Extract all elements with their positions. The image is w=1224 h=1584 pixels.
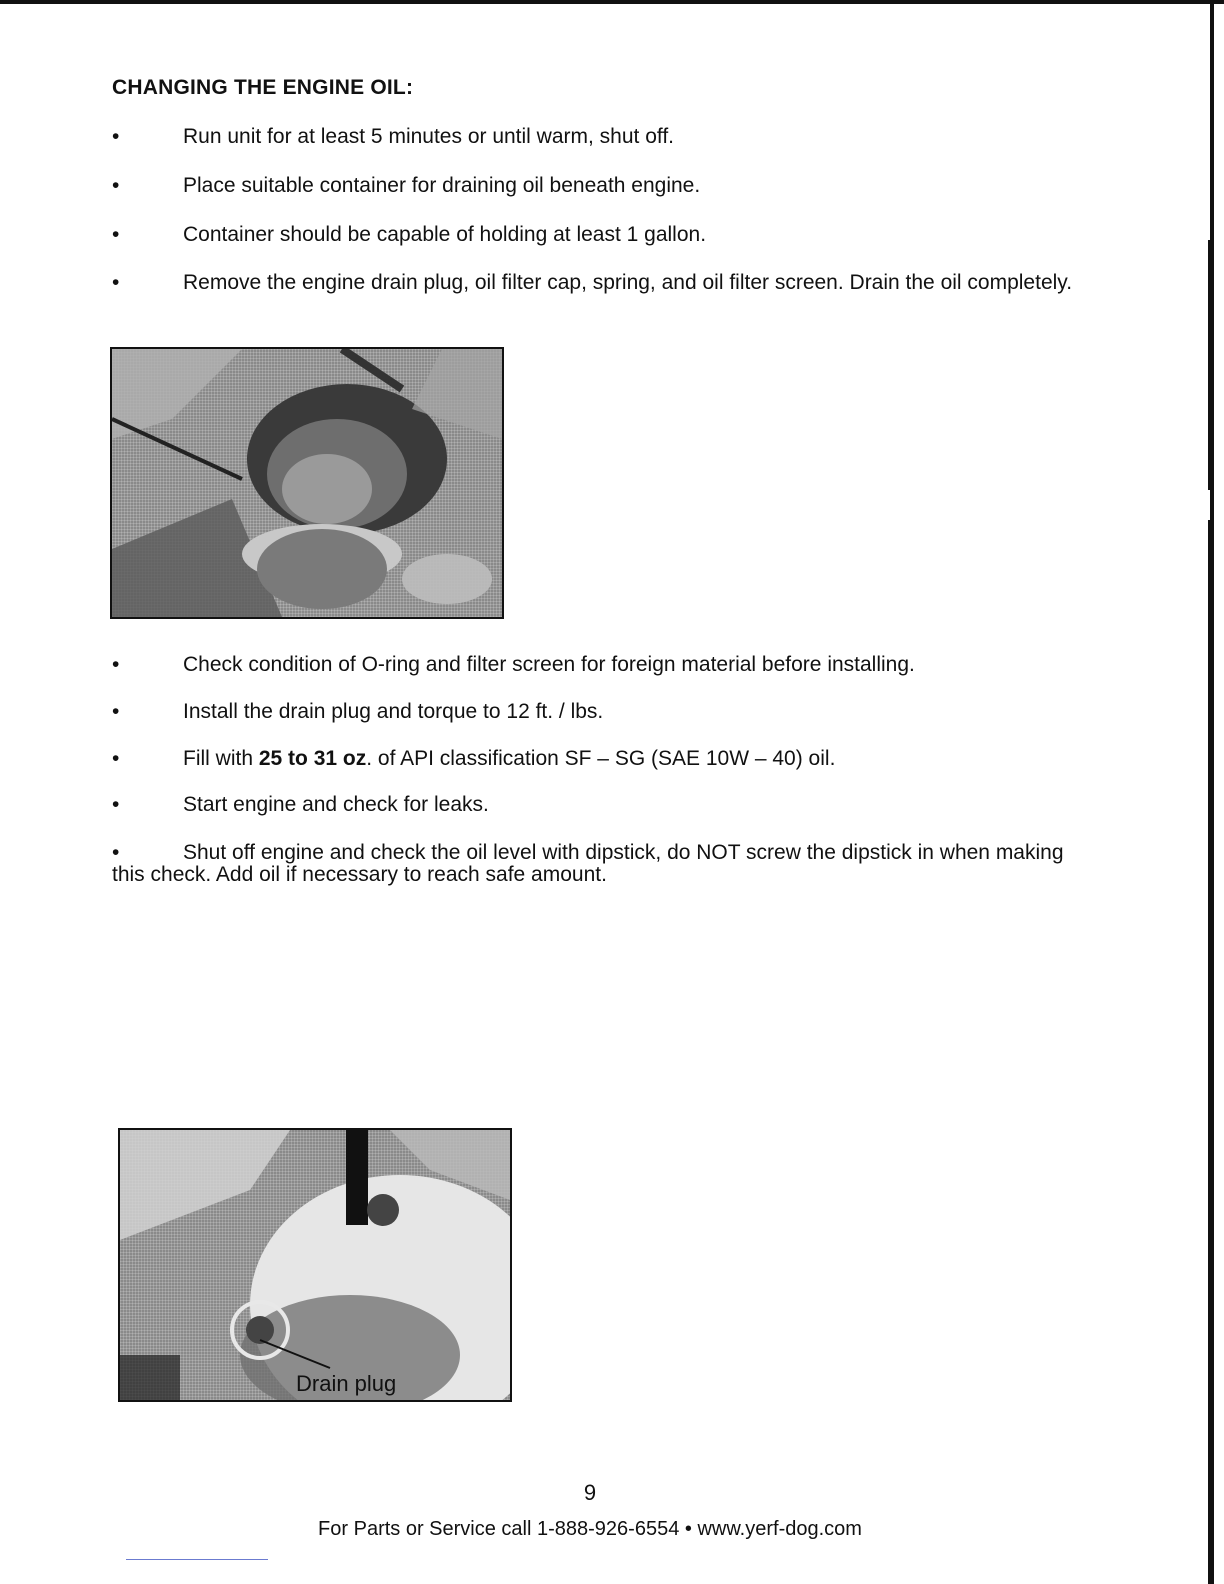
footer-contact: For Parts or Service call 1-888-926-6554 • www.yerf-dog.com	[318, 1518, 862, 1540]
bullet-icon: •	[112, 653, 120, 676]
bullet-icon: •	[112, 125, 120, 148]
oil-filter-photo	[110, 347, 504, 619]
bullet-icon: •	[112, 700, 120, 723]
step-remove-drain-plug: • Remove the engine drain plug, oil filter cap, spring, and oil filter screen. Drain the oil completely.	[112, 271, 1073, 294]
oil-filter-photo-drawing	[112, 349, 502, 617]
step-check-oring: • Check condition of O-ring and filter screen for foreign material before installing.	[112, 653, 915, 676]
drain-plug-caption: Drain plug	[296, 1371, 397, 1396]
step-start-engine: • Start engine and check for leaks.	[112, 793, 489, 816]
bullet-icon: •	[112, 793, 120, 816]
top-border	[0, 0, 1224, 4]
step-place-container: • Place suitable container for draining oil beneath engine.	[112, 174, 701, 197]
oil-quantity: 25 to 31 oz	[258, 747, 367, 770]
section-heading: CHANGING THE ENGINE OIL:	[112, 76, 414, 99]
bullet-icon: •	[112, 271, 120, 294]
page-number: 9	[583, 1480, 597, 1505]
drain-plug-photo-drawing	[120, 1130, 510, 1400]
step-check-dipstick: • Shut off engine and check the oil level with dipstick, do NOT screw the dipstick in when making this check. Add oil if necessary to reach safe amount.	[112, 841, 1064, 886]
step-fill-oil: • Fill with 25 to 31 oz. of API classification SF – SG (SAE 10W – 40) oil.	[112, 747, 836, 770]
bullet-icon: •	[112, 841, 120, 864]
bullet-icon: •	[112, 174, 120, 197]
bullet-icon: •	[112, 223, 120, 246]
drain-plug-photo	[118, 1128, 512, 1402]
right-border-thick-lower	[1208, 520, 1214, 1584]
step-run-unit: • Run unit for at least 5 minutes or until warm, shut off.	[112, 125, 675, 148]
step-container-capacity: • Container should be capable of holding at least 1 gallon.	[112, 223, 707, 246]
step-install-drain-plug: • Install the drain plug and torque to 12 ft. / lbs.	[112, 700, 604, 723]
right-border-thick	[1208, 240, 1214, 490]
bullet-icon: •	[112, 747, 120, 770]
footer-underline	[126, 1559, 268, 1560]
